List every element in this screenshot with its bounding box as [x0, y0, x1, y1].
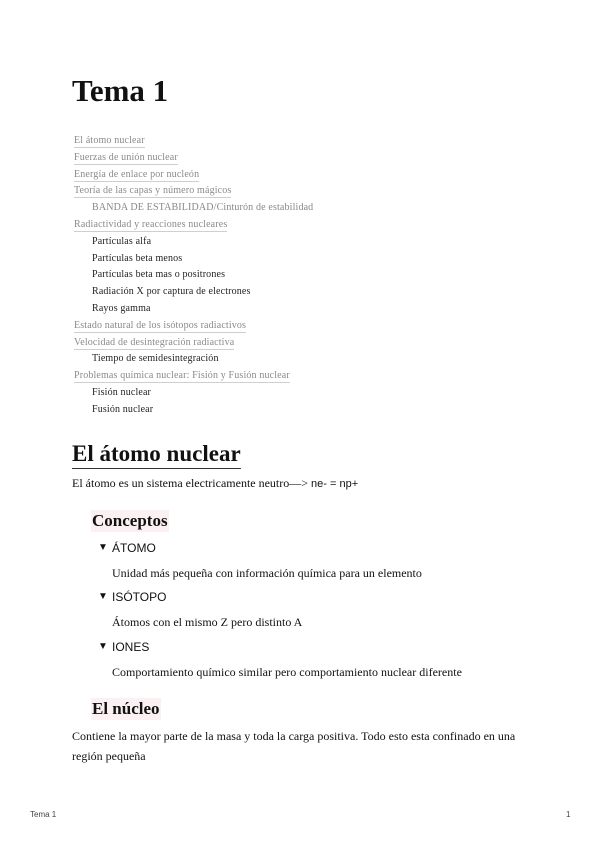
triangle-down-icon[interactable]: ▼ [98, 591, 108, 602]
intro-formula: ne- = np+ [311, 478, 359, 490]
toc-subitem[interactable] [74, 386, 534, 403]
toggle-label[interactable]: IONES [112, 640, 150, 654]
toc-sublink[interactable]: Tiempo de semidesintegración [92, 353, 219, 365]
toc-item[interactable] [74, 168, 534, 185]
subsection-heading-nucleo: El núcleo [92, 699, 160, 718]
toc-link[interactable]: Estado natural de los isótopos radiactivos [74, 319, 247, 331]
toc-subitem[interactable] [74, 403, 534, 420]
toggle-label[interactable]: ISÓTOPO [112, 590, 167, 604]
toc-link[interactable]: El átomo nuclear [74, 135, 145, 146]
toc-subitem[interactable] [74, 235, 534, 252]
toggle-atomo[interactable] [98, 540, 156, 556]
toc-subitem[interactable] [74, 352, 534, 369]
toc-link[interactable]: Energía de enlace por nucleón [74, 168, 200, 180]
toc-sublink[interactable]: BANDA DE ESTABILIDAD/Cinturón de estabilidad [92, 202, 314, 214]
toc-subitem[interactable] [74, 302, 534, 319]
table-of-contents [74, 134, 534, 420]
intro-text: El átomo es un sistema electricamente neutro—> [72, 476, 312, 490]
toc-item[interactable] [74, 369, 534, 386]
footer-document-title: Tema 1 [30, 810, 57, 819]
toc-item[interactable] [74, 184, 534, 201]
toc-sublink[interactable]: Partículas alfa [92, 235, 152, 247]
nucleo-paragraph: Contiene la mayor parte de la masa y toda la carga positiva. Todo esto esta confinado en una región pequeña [72, 729, 516, 763]
toc-sublink[interactable]: Radiación X por captura de electrones [92, 286, 251, 298]
toc-item[interactable] [74, 134, 534, 151]
toc-item[interactable] [74, 218, 534, 235]
intro-paragraph [72, 475, 358, 492]
toggle-iones[interactable] [98, 639, 149, 655]
toc-link[interactable]: Velocidad de desintegración radiactiva [74, 336, 235, 348]
toc-link[interactable]: Problemas química nuclear: Fisión y Fusión nuclear [74, 370, 290, 382]
triangle-down-icon[interactable]: ▼ [98, 641, 108, 652]
triangle-down-icon[interactable]: ▼ [98, 542, 108, 553]
toc-sublink[interactable]: Fusión nuclear [92, 403, 154, 415]
page-title: Tema 1 [72, 73, 169, 108]
toggle-label[interactable]: ÁTOMO [112, 541, 156, 555]
toc-link[interactable]: Radiactividad y reacciones nucleares [74, 218, 228, 230]
toggle-content: Comportamiento químico similar pero comportamiento nuclear diferente [112, 665, 462, 679]
toggle-content: Átomos con el mismo Z pero distinto A [112, 615, 303, 629]
subsection-heading-conceptos: Conceptos [92, 511, 168, 530]
toc-sublink[interactable]: Partículas beta menos [92, 252, 183, 264]
toc-item[interactable] [74, 151, 534, 168]
toc-subitem[interactable] [74, 252, 534, 269]
toc-subitem[interactable] [74, 201, 534, 218]
toc-sublink[interactable]: Partículas beta mas o positrones [92, 269, 226, 281]
toc-link[interactable]: Fuerzas de unión nuclear [74, 151, 178, 163]
toc-subitem[interactable] [74, 268, 534, 285]
toc-subitem[interactable] [74, 285, 534, 302]
section-heading-atomo-nuclear: El átomo nuclear [72, 440, 241, 469]
toggle-isotopo[interactable] [98, 589, 166, 605]
toggle-content: Unidad más pequeña con información química para un elemento [112, 566, 422, 580]
toc-sublink[interactable]: Fisión nuclear [92, 386, 152, 398]
toc-link[interactable]: Teoría de las capas y número mágicos [74, 185, 232, 197]
toc-sublink[interactable]: Rayos gamma [92, 302, 151, 314]
footer-page-number: 1 [566, 810, 571, 819]
toc-item[interactable] [74, 319, 534, 336]
toc-item[interactable] [74, 336, 534, 353]
